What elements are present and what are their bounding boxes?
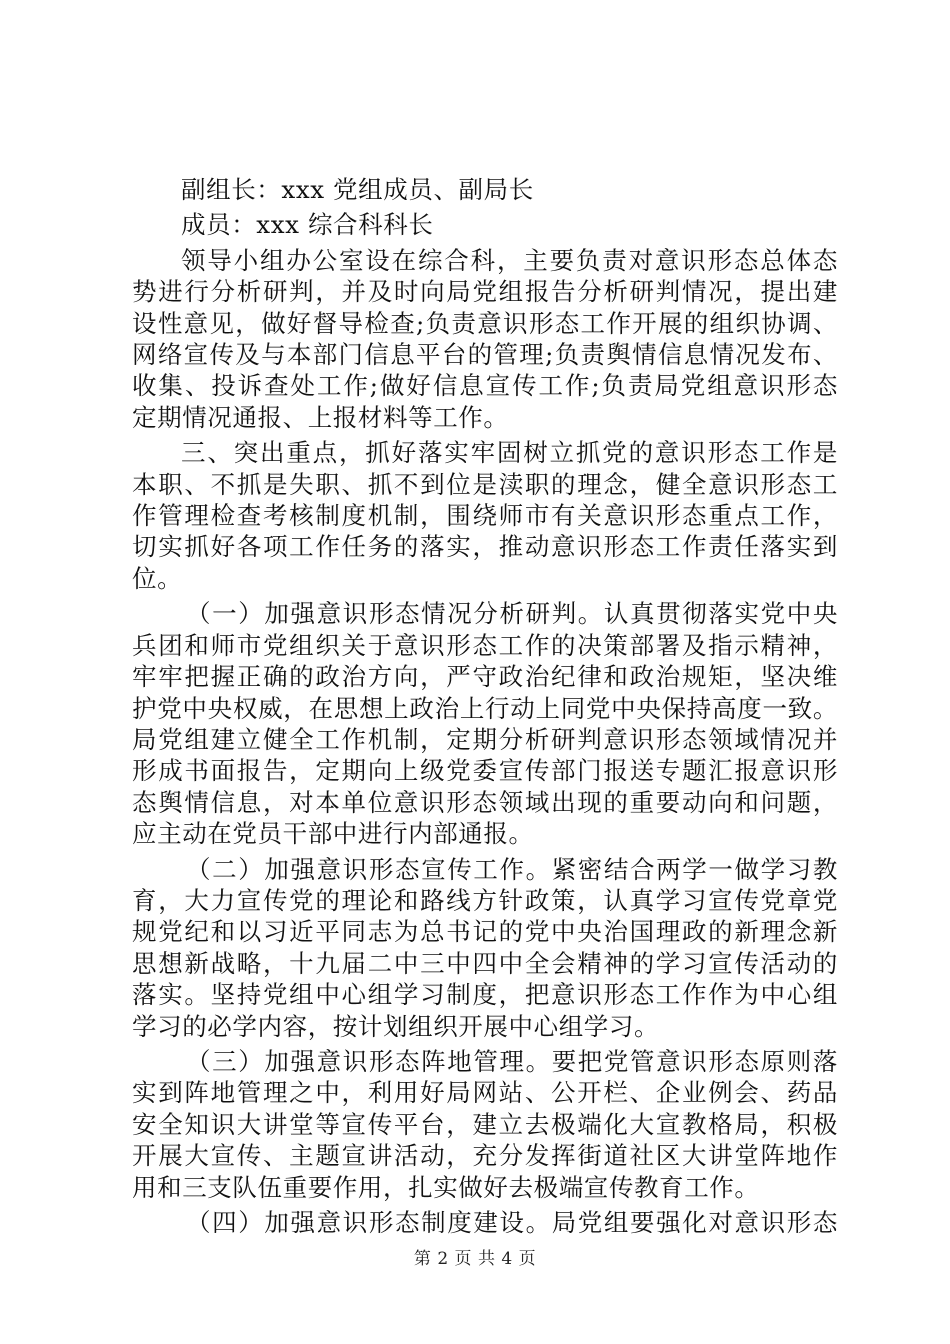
text-line: 规党纪和以习近平同志为总书记的党中央治国理政的新理念新 [132, 917, 838, 947]
text-line: 作管理检查考核制度机制，围绕师市有关意识形态重点工作， [132, 501, 838, 531]
text-line: 应主动在党员干部中进行内部通报。 [132, 819, 534, 849]
text-line: 切实抓好各项工作任务的落实，推动意识形态工作责任落实到 [132, 532, 838, 562]
text-line: 思想新战略，十九届二中三中四中全会精神的学习宣传活动的 [132, 948, 838, 978]
paragraph-item-four [132, 1207, 838, 1238]
text-line: 牢牢把握正确的政治方向，严守政治纪律和政治规矩，坚决维 [132, 662, 838, 692]
paragraph-deputy-leader [132, 174, 838, 205]
paragraph-item-one [132, 598, 838, 849]
text-line: 安全知识大讲堂等宣传平台，建立去极端化大宣教格局，积极 [132, 1109, 838, 1139]
text-line: 态舆情信息，对本单位意识形态领域出现的重要动向和问题， [132, 787, 838, 817]
paragraph-office [132, 245, 838, 433]
text-line: 势进行分析研判，并及时向局党组报告分析研判情况，提出建 [132, 277, 838, 307]
text-line: （三）加强意识形态阵地管理。要把党管意识形态原则落 [186, 1046, 838, 1076]
text-line: 实到阵地管理之中，利用好局网站、公开栏、企业例会、药品 [132, 1078, 838, 1108]
text-line: 领导小组办公室设在综合科，主要负责对意识形态总体态 [181, 245, 838, 275]
text-line: 落实。坚持党组中心组学习制度，把意识形态工作作为中心组 [132, 980, 838, 1010]
text-line: 学习的必学内容，按计划组织开展中心组学习。 [132, 1011, 660, 1041]
text-line: 开展大宣传、主题宣讲活动，充分发挥街道社区大讲堂阵地作 [132, 1141, 838, 1171]
text-line: 三、突出重点，抓好落实牢固树立抓党的意识形态工作是 [181, 438, 838, 468]
text-line: 兵团和师市党组织关于意识形态工作的决策部署及指示精神， [132, 630, 838, 660]
text-line: 形成书面报告，定期向上级党委宣传部门报送专题汇报意识形 [132, 756, 838, 786]
paragraph-item-three [132, 1046, 838, 1203]
text-line: 成员：xxx 综合科科长 [181, 210, 434, 240]
paragraph-members [132, 209, 838, 240]
text-line: 育，大力宣传党的理论和路线方针政策，认真学习宣传党章党 [132, 885, 838, 915]
text-line: 设性意见，做好督导检查;负责意识形态工作开展的组织协调、 [132, 308, 838, 338]
page-number-footer: 第 2 页 共 4 页 [413, 1249, 537, 1269]
text-line: 局党组建立健全工作机制，定期分析研判意识形态领域情况并 [132, 724, 838, 754]
document-body [132, 174, 838, 1242]
paragraph-item-two [132, 854, 838, 1042]
text-line: 护党中央权威，在思想上政治上行动上同党中央保持高度一致。 [132, 693, 838, 723]
text-line: 网络宣传及与本部门信息平台的管理;负责舆情信息情况发布、 [132, 340, 838, 370]
text-line: 用和三支队伍重要作用，扎实做好去极端宣传教育工作。 [132, 1172, 760, 1202]
text-line: （二）加强意识形态宣传工作。紧密结合两学一做学习教 [186, 854, 838, 884]
text-line: （四）加强意识形态制度建设。局党组要强化对意识形态 [186, 1208, 838, 1237]
text-line: （一）加强意识形态情况分析研判。认真贯彻落实党中央 [186, 599, 838, 629]
paragraph-section-three [132, 437, 838, 594]
text-line: 定期情况通报、上报材料等工作。 [132, 402, 509, 432]
text-line: 位。 [132, 563, 183, 593]
text-line: 收集、投诉查处工作;做好信息宣传工作;负责局党组意识形态 [132, 371, 838, 401]
text-line: 本职、不抓是失职、抓不到位是渎职的理念，健全意识形态工 [132, 469, 838, 499]
text-line: 副组长：xxx 党组成员、副局长 [181, 175, 534, 204]
